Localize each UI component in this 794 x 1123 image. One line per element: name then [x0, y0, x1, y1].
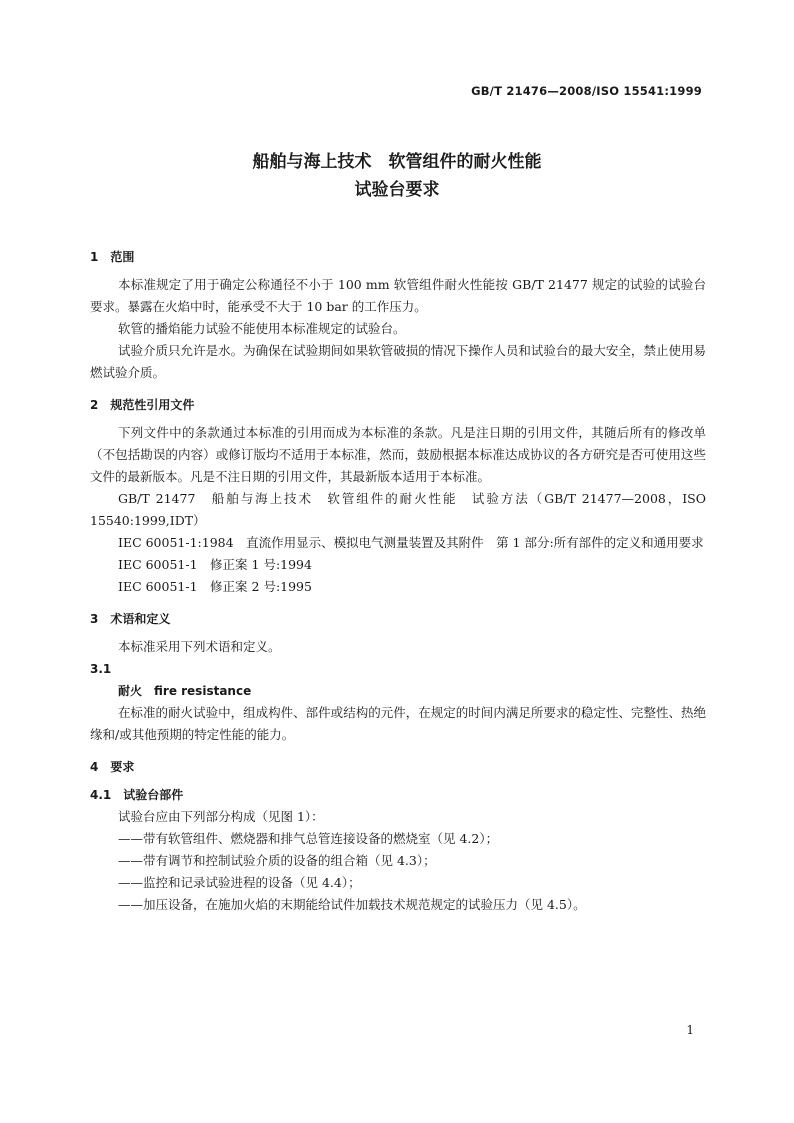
document-title — [0, 148, 794, 204]
reference-iec-amendment-2: IEC 60051-1 修正案 2 号:1995 — [118, 579, 312, 594]
list-item: ——带有调节和控制试验介质的设备的组合箱（见 4.3）； — [118, 853, 436, 868]
title-line-1: 船舶与海上技术 软管组件的耐火性能 — [252, 152, 542, 172]
section-3-heading: 3 术语和定义 — [90, 612, 171, 626]
subsection-4-1-heading: 4.1 试验台部件 — [90, 788, 184, 802]
document-body — [90, 246, 706, 916]
term-fire-resistance: 耐火 fire resistance — [118, 684, 252, 698]
reference-iec-amendment-1: IEC 60051-1 修正案 1 号:1994 — [118, 557, 312, 572]
list-item: ——加压设备，在施加火焰的末期能给试件加载技术规范规定的试验压力（见 4.5）。 — [118, 897, 586, 912]
section-1-paragraph-2: 软管的播焰能力试验不能使用本标准规定的试验台。 — [118, 321, 406, 336]
term-definition: 在标准的耐火试验中，组成构件、部件或结构的元件，在规定的时间内满足所要求的稳定性、完整性、热绝缘和/或其他预期的特定性能的能力。 — [90, 705, 706, 742]
section-2-paragraph-1: 下列文件中的条款通过本标准的引用而成为本标准的条款。凡是注日期的引用文件，其随后所有的修改单（不包括勘误的内容）或修订版均不适用于本标准，然而，鼓励根据本标准达成协议的各方研究是否可使用这些文件的最新版本。凡是不注日期的引用文件，其最新版本适用于本标准。 — [90, 425, 706, 484]
page-number: 1 — [686, 1023, 694, 1037]
section-1-paragraph-1: 本标准规定了用于确定公称通径不小于 100 mm 软管组件耐火性能按 GB/T 21477 规定的试验的试验台要求。暴露在火焰中时，能承受不大于 10 bar 的工作压力。 — [90, 277, 706, 314]
section-4-heading: 4 要求 — [90, 760, 135, 774]
standard-code-header: GB/T 21476—2008/ISO 15541:1999 — [471, 84, 702, 98]
title-line-2: 试验台要求 — [354, 180, 440, 200]
section-4-paragraph-1: 试验台应由下列部分构成（见图 1）： — [118, 809, 324, 824]
section-1-paragraph-3: 试验介质只允许是水。为确保在试验期间如果软管破损的情况下操作人员和试验台的最大安全，禁止使用易燃试验介质。 — [90, 343, 706, 380]
reference-iec-60051-1: IEC 60051-1:1984 直流作用显示、模拟电气测量装置及其附件 第 1 部分:所有部件的定义和通用要求 — [118, 535, 704, 550]
section-2-heading: 2 规范性引用文件 — [90, 398, 195, 412]
subsection-3-1-number: 3.1 — [90, 662, 112, 676]
list-item: ——监控和记录试验进程的设备（见 4.4）； — [118, 875, 361, 890]
section-3-paragraph-1: 本标准采用下列术语和定义。 — [118, 639, 281, 654]
section-1-heading: 1 范围 — [90, 250, 135, 264]
list-item: ——带有软管组件、燃烧器和排气总管连接设备的燃烧室（见 4.2）； — [118, 831, 499, 846]
reference-gbt-21477: GB/T 21477 船舶与海上技术 软管组件的耐火性能 试验方法（GB/T 21477—2008，ISO 15540:1999,IDT） — [90, 491, 706, 528]
